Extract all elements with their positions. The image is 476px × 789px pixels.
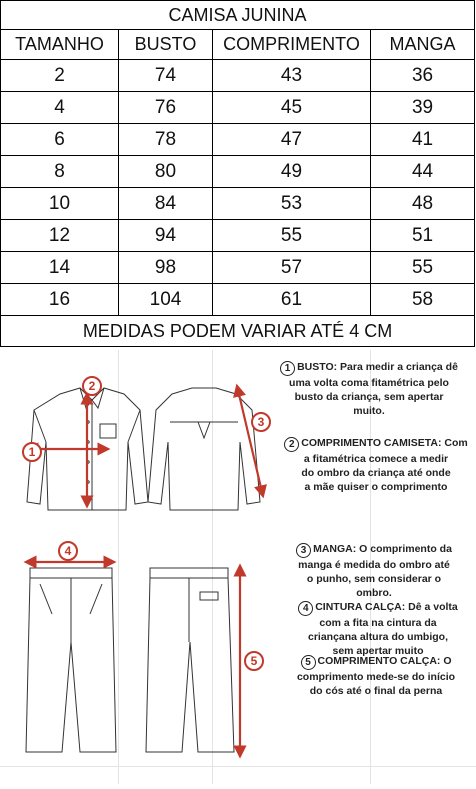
cell-manga[interactable]: 51: [371, 220, 475, 252]
header-manga[interactable]: MANGA: [371, 30, 475, 60]
table-row: [1, 124, 475, 156]
marker-4-icon: 4: [58, 541, 78, 561]
cell-manga[interactable]: 55: [371, 252, 475, 284]
table-row: [1, 60, 475, 92]
cell-manga[interactable]: 41: [371, 124, 475, 156]
size-chart-table: [0, 0, 475, 347]
cell-tamanho[interactable]: 12: [1, 220, 119, 252]
cell-manga[interactable]: 39: [371, 92, 475, 124]
cell-busto[interactable]: 80: [119, 156, 213, 188]
table-title[interactable]: CAMISA JUNINA: [1, 1, 475, 30]
table-row: [1, 252, 475, 284]
number-3-icon: 3: [296, 543, 311, 558]
number-2-icon: 2: [284, 437, 299, 452]
cell-comprimento[interactable]: 61: [213, 284, 371, 316]
cell-busto[interactable]: 98: [119, 252, 213, 284]
cell-busto[interactable]: 94: [119, 220, 213, 252]
cell-manga[interactable]: 58: [371, 284, 475, 316]
cell-tamanho[interactable]: 4: [1, 92, 119, 124]
header-tamanho[interactable]: TAMANHO: [1, 30, 119, 60]
table-row: [1, 188, 475, 220]
table-row: [1, 284, 475, 316]
table-row: [1, 220, 475, 252]
cell-tamanho[interactable]: 2: [1, 60, 119, 92]
instruction-busto: 1 BUSTO: Para medir a criança dê uma volta coma fitamétrica pelo busto da criança, sem apertar muito.: [264, 360, 474, 418]
marker-5-icon: 5: [244, 651, 264, 671]
cell-manga[interactable]: 44: [371, 156, 475, 188]
header-busto[interactable]: BUSTO: [119, 30, 213, 60]
cell-comprimento[interactable]: 45: [213, 92, 371, 124]
cell-tamanho[interactable]: 10: [1, 188, 119, 220]
table-row: [1, 92, 475, 124]
instruction-comprimento-calca: 5 COMPRIMENTO CALÇA: O comprimento mede-se do início do cós até o final da perna: [296, 655, 456, 697]
marker-3-icon: 3: [251, 412, 271, 432]
cell-tamanho[interactable]: 6: [1, 124, 119, 156]
cell-manga[interactable]: 48: [371, 188, 475, 220]
cell-comprimento[interactable]: 47: [213, 124, 371, 156]
cell-comprimento[interactable]: 53: [213, 188, 371, 220]
cell-tamanho[interactable]: 14: [1, 252, 119, 284]
instruction-cintura-calca: 4 CINTURA CALÇA: Dê a volta com a fita na cintura da criançana altura do umbigo, sem apertar muito: [280, 600, 476, 658]
variation-note[interactable]: MEDIDAS PODEM VARIAR ATÉ 4 CM: [1, 316, 475, 347]
cell-tamanho[interactable]: 16: [1, 284, 119, 316]
cell-comprimento[interactable]: 55: [213, 220, 371, 252]
instruction-manga: 3 MANGA: O comprimento da manga é medida do ombro até o punho, sem considerar o ombro.: [276, 542, 472, 600]
marker-2-icon: 2: [82, 376, 102, 396]
marker-1-icon: 1: [22, 442, 42, 462]
cell-busto[interactable]: 84: [119, 188, 213, 220]
cell-busto[interactable]: 74: [119, 60, 213, 92]
header-comprimento[interactable]: COMPRIMENTO: [213, 30, 371, 60]
cell-busto[interactable]: 76: [119, 92, 213, 124]
cell-busto[interactable]: 104: [119, 284, 213, 316]
measurement-instructions: [0, 352, 476, 784]
cell-busto[interactable]: 78: [119, 124, 213, 156]
cell-comprimento[interactable]: 57: [213, 252, 371, 284]
number-5-icon: 5: [301, 655, 316, 670]
number-1-icon: 1: [280, 361, 295, 376]
measurement-guide-image[interactable]: [0, 352, 476, 784]
cell-comprimento[interactable]: 49: [213, 156, 371, 188]
number-4-icon: 4: [298, 601, 313, 616]
cell-tamanho[interactable]: 8: [1, 156, 119, 188]
cell-manga[interactable]: 36: [371, 60, 475, 92]
instruction-comprimento-camiseta: 2 COMPRIMENTO CAMISETA: Com a fitamétrica comece a medir do ombro da criança até onde a mãe quiser o comprimento: [276, 436, 476, 494]
cell-comprimento[interactable]: 43: [213, 60, 371, 92]
table-row: [1, 156, 475, 188]
